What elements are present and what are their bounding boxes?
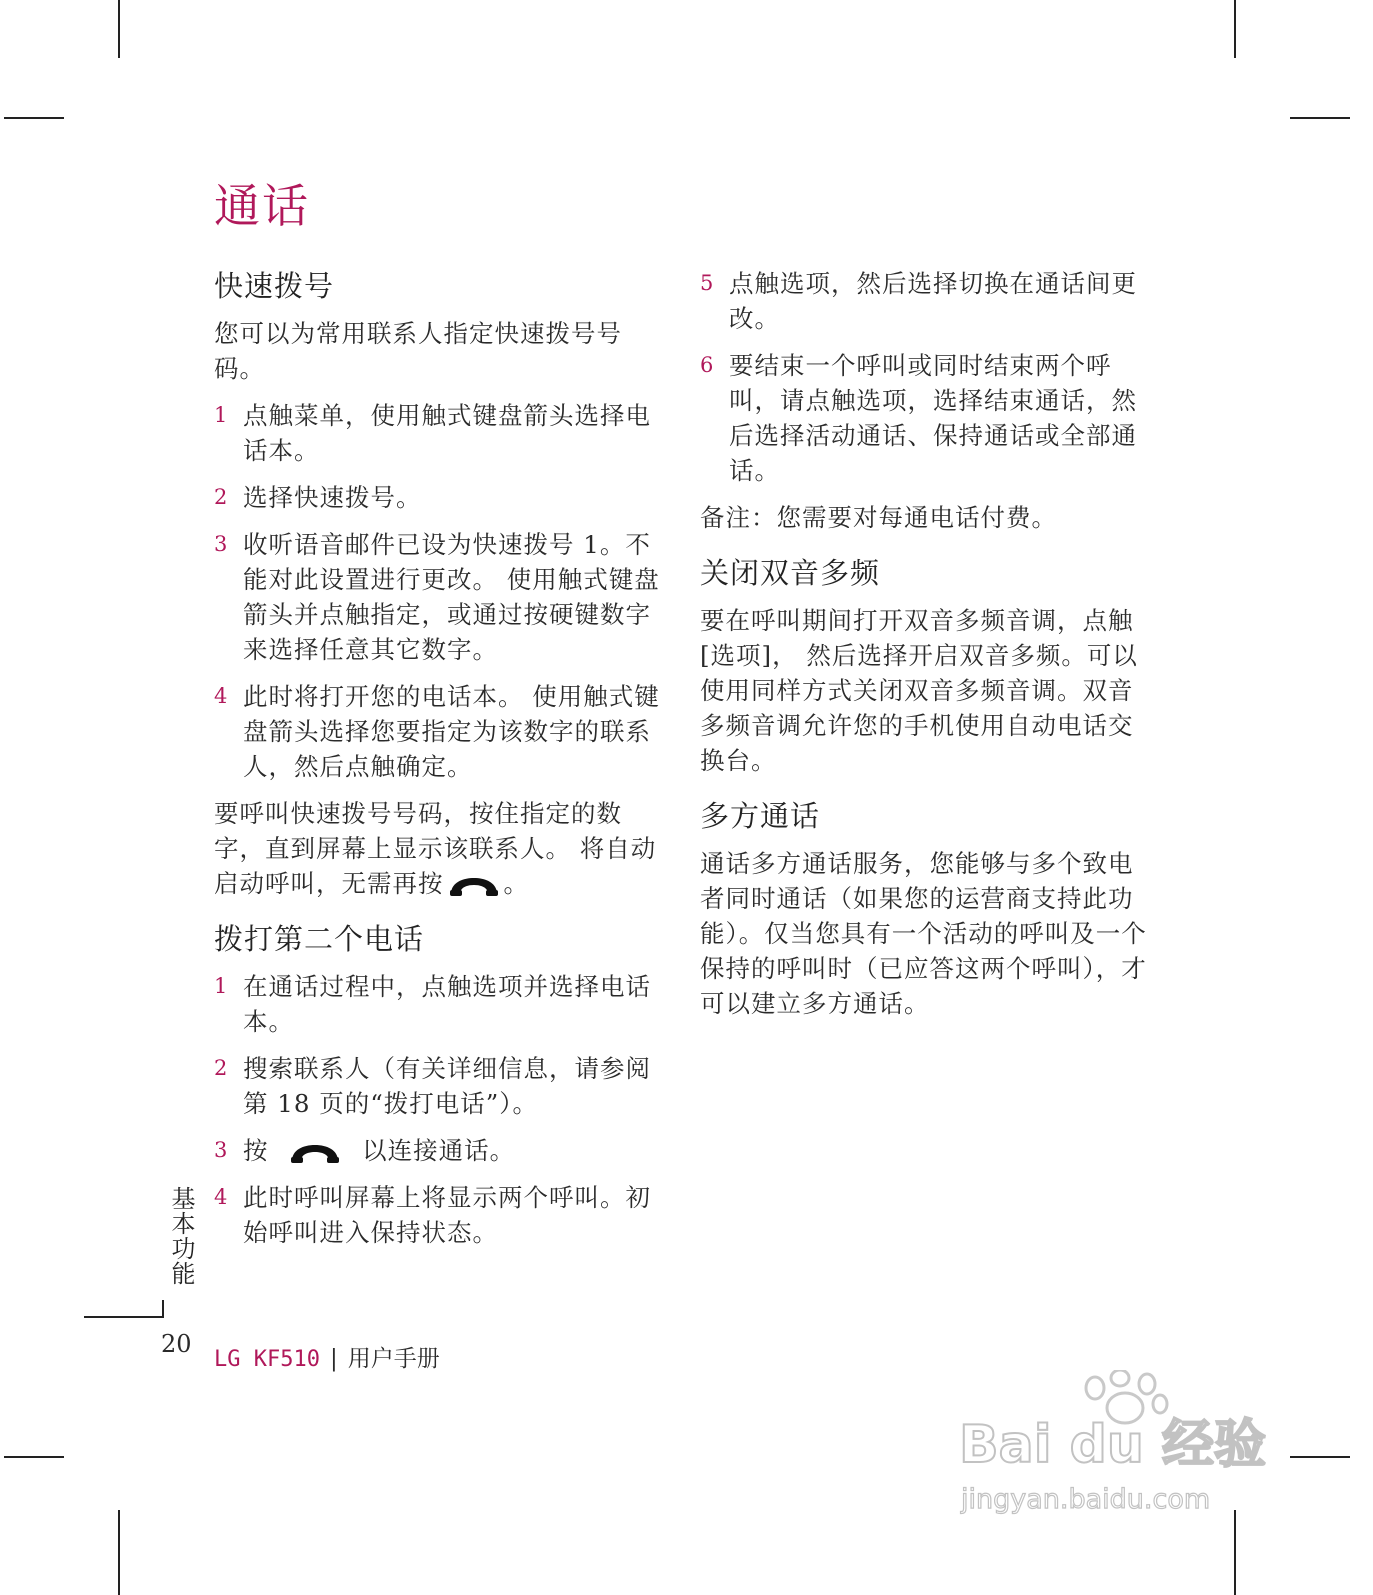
crop-mark-bottom-left-vertical [118, 1510, 120, 1595]
conference-section [700, 796, 1150, 1021]
conference-body: 通话多方通话服务，您能够与多个致电者同时通话（如果您的运营商支持此功能）。仅当您具有一个活动的呼叫及一个保持的呼叫时（已应答这两个呼叫），才可以建立多方通话。 [700, 849, 1147, 1018]
step-text: 选择快速拨号。 [243, 483, 422, 512]
step-text: 搜索联系人（有关详细信息，请参阅第 18 页的“拨打电话”）。 [243, 1054, 651, 1118]
footer-model: LG KF510 [214, 1347, 320, 1372]
step-number: 3 [214, 1138, 229, 1162]
step-text: 点触选项，然后选择切换在通话间更改。 [729, 269, 1137, 333]
step-text: 收听语音邮件已设为快速拨号 1。不能对此设置进行更改。 使用触式键盘箭头并点触指定，或通过按硬键数字来选择任意其它数字。 [243, 530, 660, 664]
page-title: 通话 [214, 179, 310, 233]
step-number: 4 [214, 1185, 229, 1209]
crop-mark-top-right-horizontal [1290, 117, 1350, 119]
step-text: 此时呼叫屏幕上将显示两个呼叫。初始呼叫进入保持状态。 [243, 1183, 651, 1247]
second-call-step-4 [214, 1180, 669, 1250]
step-number: 1 [214, 974, 229, 998]
step-text: 在通话过程中，点触选项并选择电话本。 [243, 972, 651, 1036]
speed-dial-intro: 您可以为常用联系人指定快速拨号号码。 [214, 319, 622, 383]
crop-mark-top-left-horizontal [4, 117, 64, 119]
phone-handset-icon [289, 1142, 341, 1164]
footer-rule [84, 1316, 162, 1318]
phone-handset-icon [448, 875, 500, 897]
right-column [700, 266, 1150, 1033]
speed-dial-outro-end: 。 [503, 869, 529, 898]
second-call-step-3 [214, 1133, 669, 1168]
conference-heading: 多方通话 [700, 799, 821, 833]
step-text-after: 以连接通话。 [362, 1136, 516, 1165]
second-call-step-6 [700, 348, 1150, 488]
baidu-watermark [955, 1370, 1275, 1520]
speed-dial-outro [214, 796, 669, 901]
second-call-heading: 拨打第二个电话 [214, 922, 425, 956]
step-number: 1 [214, 403, 229, 427]
speed-dial-outro-text: 要呼叫快速拨号号码，按住指定的数字，直到屏幕上显示该联系人。 将自动启动呼叫，无需再按 [214, 799, 657, 898]
step-number: 4 [214, 684, 229, 708]
second-call-step-5 [700, 266, 1150, 336]
crop-mark-bottom-left-horizontal [4, 1456, 64, 1458]
speed-dial-step-2 [214, 480, 669, 515]
watermark-url: jingyan.baidu.com [961, 1484, 1211, 1515]
charge-note: 备注：您需要对每通电话付费。 [700, 503, 1057, 532]
footer-separator: | [329, 1346, 338, 1372]
speed-dial-step-3 [214, 527, 669, 667]
step-number: 6 [700, 353, 715, 377]
footer [214, 1340, 440, 1373]
step-number: 5 [700, 271, 715, 295]
page-number: 20 [161, 1330, 192, 1358]
step-text: 点触菜单，使用触式键盘箭头选择电话本。 [243, 401, 651, 465]
speed-dial-heading: 快速拨号 [214, 269, 335, 303]
dtmf-body: 要在呼叫期间打开双音多频音调，点触[选项]， 然后选择开启双音多频。可以使用同样方式关闭双音多频音调。双音多频音调允许您的手机使用自动电话交换台。 [700, 606, 1138, 775]
speed-dial-step-1 [214, 398, 669, 468]
side-tab-label: 基本功能 [167, 1186, 195, 1286]
dtmf-section [700, 553, 1150, 778]
footer-rule-tick [162, 1300, 164, 1318]
step-text-before: 按 [243, 1136, 269, 1165]
step-number: 2 [214, 1056, 229, 1080]
crop-mark-bottom-right-vertical [1234, 1510, 1236, 1595]
speed-dial-section [214, 266, 669, 901]
left-column [214, 266, 669, 1262]
crop-mark-bottom-right-horizontal [1290, 1456, 1350, 1458]
step-text: 要结束一个呼叫或同时结束两个呼叫，请点触选项，选择结束通话，然后选择活动通话、保持通话或全部通话。 [729, 351, 1137, 485]
second-call-step-1 [214, 969, 669, 1039]
watermark-brand: Bai du 经验 [959, 1415, 1266, 1475]
crop-mark-top-right-vertical [1234, 0, 1236, 58]
step-number: 2 [214, 485, 229, 509]
second-call-section [214, 919, 669, 1250]
crop-mark-top-left-vertical [118, 0, 120, 58]
speed-dial-step-4 [214, 679, 669, 784]
step-text: 此时将打开您的电话本。 使用触式键盘箭头选择您要指定为该数字的联系人，然后点触确定。 [243, 682, 660, 781]
second-call-step-2 [214, 1051, 669, 1121]
footer-manual: 用户手册 [347, 1346, 440, 1372]
dtmf-heading: 关闭双音多频 [700, 556, 881, 590]
step-number: 3 [214, 532, 229, 556]
